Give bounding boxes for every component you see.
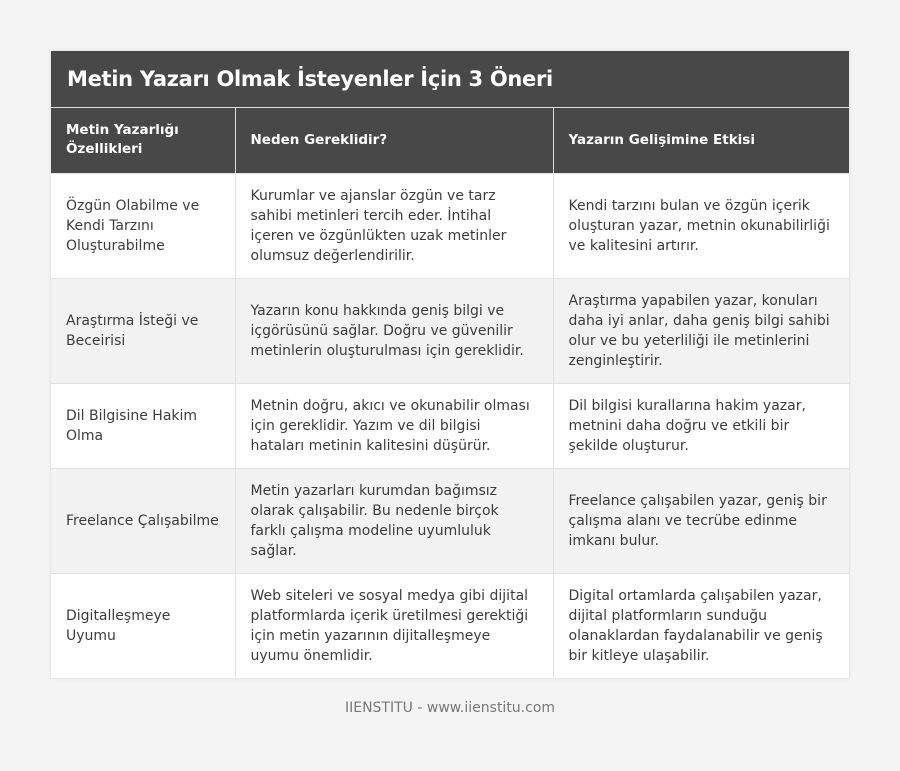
- column-header-why: Neden Gereklidir?: [235, 108, 553, 173]
- table-row: [51, 573, 849, 678]
- effect-cell: Araştırma yapabilen yazar, konuları daha iyi anlar, daha geniş bilgi sahibi olur ve bu yeterliliği ile metinlerini zenginleştirir.: [553, 278, 849, 383]
- effect-cell: Digital ortamlarda çalışabilen yazar, dijital platformların sunduğu olanaklardan faydalanabilir ve geniş bir kitleye ulaşabilir.: [553, 573, 849, 678]
- comparison-table: [51, 108, 849, 678]
- why-cell: Metnin doğru, akıcı ve okunabilir olması için gereklidir. Yazım ve dil bilgisi hataları metinin kalitesini düşürür.: [235, 383, 553, 468]
- feature-cell: Digitalleşmeye Uyumu: [51, 573, 235, 678]
- table-row: [51, 278, 849, 383]
- why-cell: Yazarın konu hakkında geniş bilgi ve içgörüsünü sağlar. Doğru ve güvenilir metinlerin oluşturulması için gereklidir.: [235, 278, 553, 383]
- column-header-features: Metin Yazarlığı Özellikleri: [51, 108, 235, 173]
- effect-cell: Dil bilgisi kurallarına hakim yazar, metnini daha doğru ve etkili bir şekilde oluşturur.: [553, 383, 849, 468]
- table-title: Metin Yazarı Olmak İsteyenler İçin 3 Öneri: [67, 67, 553, 91]
- effect-cell: Freelance çalışabilen yazar, geniş bir çalışma alanı ve tecrübe edinme imkanı bulur.: [553, 468, 849, 573]
- column-header-effect: Yazarın Gelişimine Etkisi: [553, 108, 849, 173]
- table-row: [51, 173, 849, 278]
- title-bar: [51, 51, 849, 108]
- footer-credit: IIENSTITU - www.iienstitu.com: [344, 700, 556, 716]
- header-row: [51, 108, 849, 173]
- why-cell: Kurumlar ve ajanslar özgün ve tarz sahibi metinleri tercih eder. İntihal içeren ve özgünlükten uzak metinler olumsuz değerlendirilir.: [235, 173, 553, 278]
- table-card: [51, 51, 849, 678]
- feature-cell: Özgün Olabilme ve Kendi Tarzını Oluşturabilme: [51, 173, 235, 278]
- why-cell: Web siteleri ve sosyal medya gibi dijital platformlarda içerik üretilmesi gerektiği için metin yazarının dijitalleşmeye uyumu önemlidir.: [235, 573, 553, 678]
- table-row: [51, 468, 849, 573]
- why-cell: Metin yazarları kurumdan bağımsız olarak çalışabilir. Bu nedenle birçok farklı çalışma modeline uyumluluk sağlar.: [235, 468, 553, 573]
- feature-cell: Freelance Çalışabilme: [51, 468, 235, 573]
- feature-cell: Dil Bilgisine Hakim Olma: [51, 383, 235, 468]
- feature-cell: Araştırma İsteği ve Beceirisi: [51, 278, 235, 383]
- effect-cell: Kendi tarzını bulan ve özgün içerik oluşturan yazar, metnin okunabilirliği ve kalitesini artırır.: [553, 173, 849, 278]
- table-row: [51, 383, 849, 468]
